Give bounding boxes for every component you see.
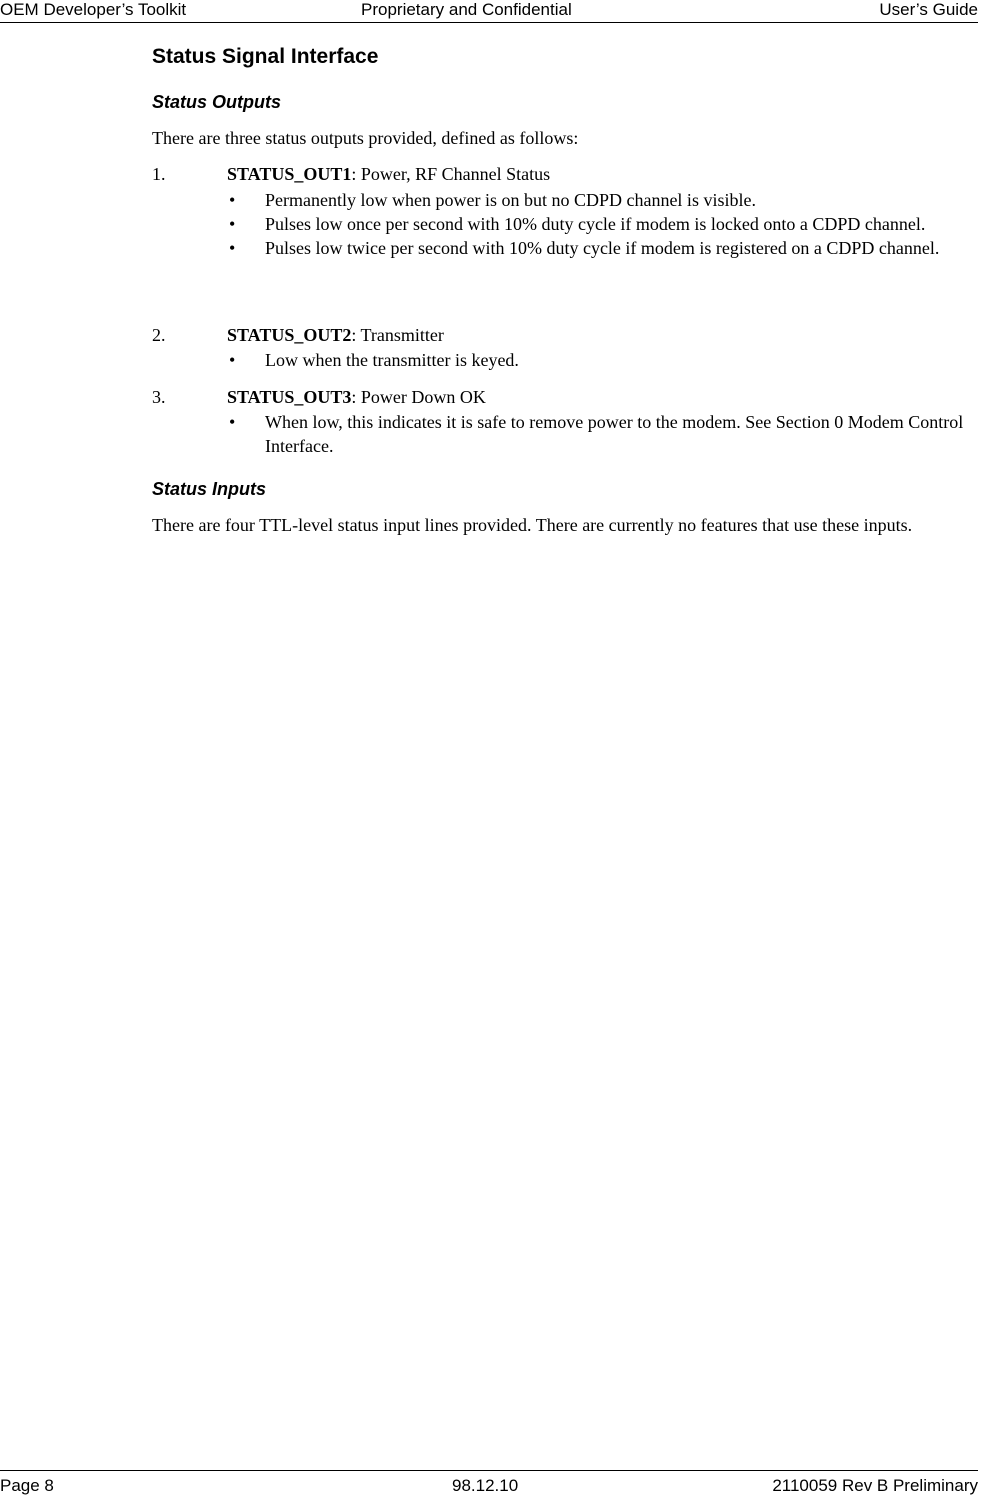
bullet-item [227, 348, 978, 372]
bullet-item [227, 212, 978, 236]
header-right-text: User’s Guide [879, 0, 978, 19]
item-title [227, 323, 444, 347]
footer-page-number: Page 8 [0, 1476, 54, 1495]
bullet-text: Permanently low when power is on but no CDPD channel is visible. [265, 190, 756, 210]
item-desc: : Power, RF Channel Status [351, 164, 551, 184]
status-inputs-heading: Status Inputs [152, 479, 267, 499]
status-output-2-bullets [227, 348, 978, 372]
footer-date: 98.12.10 [452, 1476, 519, 1495]
bullet-text: When low, this indicates it is safe to remove power to the modem. See Section 0 Modem Control Interface. [265, 412, 964, 456]
bullet-icon: • [229, 350, 236, 370]
bullet-text: Pulses low once per second with 10% duty cycle if modem is locked onto a CDPD channel. [265, 214, 926, 234]
item-desc: : Power Down OK [351, 387, 486, 407]
status-outputs-heading: Status Outputs [152, 92, 281, 112]
item-name: STATUS_OUT1 [227, 164, 352, 184]
item-number: 2. [152, 325, 166, 345]
item-title [227, 162, 550, 186]
bullet-icon: • [229, 214, 236, 234]
bullet-item [227, 236, 978, 260]
bullet-item [227, 410, 978, 458]
footer-document-id: 2110059 Rev B Preliminary [772, 1476, 978, 1495]
status-outputs-intro: There are three status outputs provided, defined as follows: [152, 128, 579, 148]
header-center-text: Proprietary and Confidential [361, 0, 572, 19]
page-header [0, 0, 978, 23]
status-output-3-bullets [227, 410, 978, 458]
status-inputs-body: There are four TTL-level status input lines provided. There are currently no features that use these inputs. [152, 515, 913, 535]
item-desc: : Transmitter [351, 325, 444, 345]
item-number: 3. [152, 387, 166, 407]
bullet-text: Pulses low twice per second with 10% duty cycle if modem is registered on a CDPD channel. [265, 238, 940, 258]
page-footer [0, 1470, 978, 1497]
header-left-text: OEM Developer’s Toolkit [0, 0, 187, 19]
item-name: STATUS_OUT2 [227, 325, 352, 345]
item-number: 1. [152, 164, 166, 184]
bullet-item [227, 188, 978, 212]
bullet-text: Low when the transmitter is keyed. [265, 350, 519, 370]
status-output-1-bullets [227, 188, 978, 260]
bullet-icon: • [229, 412, 236, 432]
bullet-icon: • [229, 238, 236, 258]
section-title: Status Signal Interface [152, 45, 379, 68]
item-title [227, 385, 486, 409]
item-name: STATUS_OUT3 [227, 387, 352, 407]
bullet-icon: • [229, 190, 236, 210]
